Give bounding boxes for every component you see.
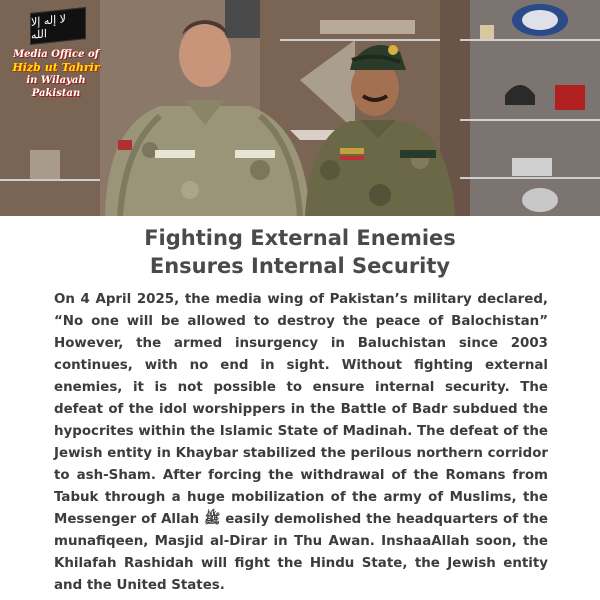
headline-line-1: Fighting External Enemies xyxy=(144,226,456,250)
headline xyxy=(0,224,600,280)
logo-line-organization: Hizb ut Tahrir xyxy=(12,61,100,74)
article-body: On 4 April 2025, the media wing of Pakistan’s military declared, “No one will be allowed to destroy the peace of Balochistan” However, the armed insurgency in Baluchistan since 2003 continues, with no end in sight. Without fighting external enemies, it is not possible to ensure internal security. The defeat of the idol worshippers in the Battle of Badr subdued the hypocrites within the Islamic State of Madinah. The defeat of the Jewish entity in Khaybar stabilized the perilous northern corridor to ash-Sham. After forcing the withdrawal of the Romans from Tabuk through a huge mobilization of the army of Muslims, the Messenger of Allah ﷺ easily demolished the headquarters of the munafiqeen, Masjid al-Dirar in Thu Awan. InshaaAllah soon, the Khilafah Rashidah will fight the Hindu State, the Jewish entity and the United States. xyxy=(54,292,548,593)
logo-caption xyxy=(8,48,104,100)
header-photo xyxy=(0,0,600,216)
logo-line-media-office: Media Office of xyxy=(13,49,99,60)
headline-line-2: Ensures Internal Security xyxy=(149,254,451,278)
black-flag-icon: لا إله إلا الله xyxy=(30,7,86,45)
hizb-ut-tahrir-logo xyxy=(8,8,100,108)
logo-line-region: in Wilayah Pakistan xyxy=(26,75,86,99)
